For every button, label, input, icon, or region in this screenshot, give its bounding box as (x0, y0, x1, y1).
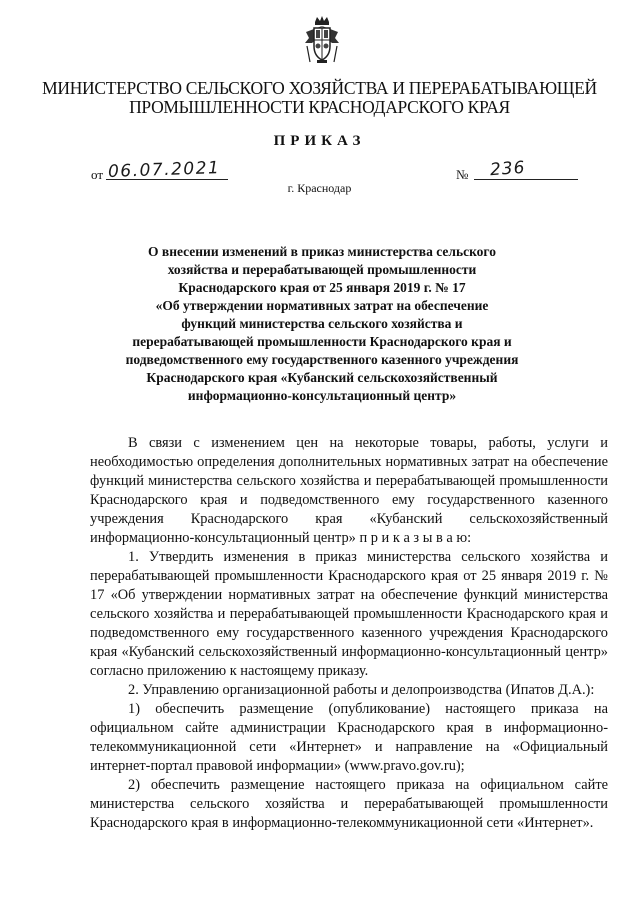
document-type-title: ПРИКАЗ (273, 133, 366, 149)
heading-line: информационно-консультационный центр» (187, 388, 457, 403)
body-paragraph-item-1: 1. Утвердить изменения в приказ министерства сельского хозяйства и перерабатывающей промышленности Краснодарского края от 25 января 2019 г. № 17 «Об утверждении нормативных затрат на обеспечение функций министерства сельского хозяйства и перерабатывающей промышленности Краснодарского края и подведомственного ему государственного казенного учреждения Краснодарского края «Кубанский сельскохозяйственный информационно-консультационный центр» согласно приложению к настоящему приказу. (90, 549, 608, 679)
coat-of-arms-emblem (304, 16, 340, 64)
date-prefix: от (91, 167, 104, 182)
handwritten-date: 06.07.2021 (107, 158, 221, 182)
heading-line: перерабатывающей промышленности Краснодарского края и (132, 334, 512, 349)
heading-line: подведомственного ему государственного казенного учреждения (125, 352, 519, 367)
handwritten-number: 236 (489, 157, 527, 181)
body-paragraph-subitem-2: 2) обеспечить размещение настоящего приказа на официальном сайте министерства сельского хозяйства и перерабатывающей промышленности Краснодарского края в информационно-телекоммуникационной сети «Интернет». (90, 777, 608, 831)
heading-line: Краснодарского края «Кубанский сельскохозяйственный (146, 370, 498, 385)
ministry-name-line-2: ПРОМЫШЛЕННОСТИ КРАСНОДАРСКОГО КРАЯ (129, 97, 510, 117)
heading-line: «Об утверждении нормативных затрат на обеспечение (155, 298, 489, 313)
order-heading (100, 243, 544, 405)
heading-line: Краснодарского края от 25 января 2019 г. № 17 (178, 280, 466, 295)
order-body (90, 434, 608, 833)
number-prefix: № (456, 167, 469, 182)
heading-line: О внесении изменений в приказ министерства сельского (148, 244, 496, 259)
heading-line: хозяйства и перерабатывающей промышленности (167, 262, 477, 277)
body-paragraph-preamble: В связи с изменением цен на некоторые товары, работы, услуги и необходимостью определения дополнительных нормативных затрат на обеспечение функций министерства сельского хозяйства и перерабатывающей промышленности Краснодарского края и подведомственного ему государственного казенного учреждения Краснодарского края «Кубанский сельскохозяйственный информационно-консультационный центр» п р и к а з ы в а ю: (90, 435, 608, 546)
city-label: г. Краснодар (287, 181, 352, 195)
ministry-name-line-1: МИНИСТЕРСТВО СЕЛЬСКОГО ХОЗЯЙСТВА И ПЕРЕРАБАТЫВАЮЩЕЙ (42, 78, 597, 98)
ministry-name (40, 79, 599, 117)
heading-line: функций министерства сельского хозяйства и (181, 316, 463, 331)
number-underline (474, 179, 578, 180)
body-paragraph-subitem-1: 1) обеспечить размещение (опубликование) настоящего приказа на официальном сайте администрации Краснодарского края в информационно-телекоммуникационной сети «Интернет» и направление на «Официальный интернет-портал правовой информации» (www.pravo.gov.ru); (90, 701, 608, 774)
body-paragraph-item-2: 2. Управлению организационной работы и делопроизводства (Ипатов Д.А.): (128, 682, 595, 698)
